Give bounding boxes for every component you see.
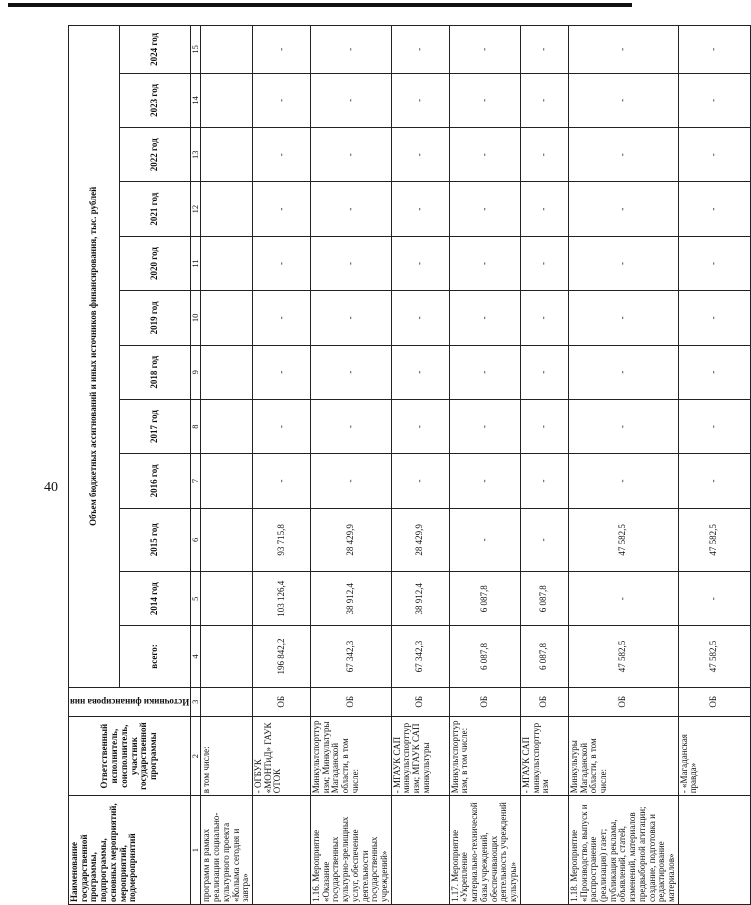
year-value-cell — [201, 508, 253, 571]
year-value-cell: - — [449, 345, 520, 399]
table-row — [311, 26, 392, 905]
year-value-cell — [201, 399, 253, 453]
year-value-cell: - — [311, 345, 392, 399]
year-value-cell: 6 087,8 — [520, 572, 568, 626]
year-value-cell: - — [449, 26, 520, 74]
year-value-cell: - — [520, 454, 568, 508]
year-value-cell: - — [520, 73, 568, 127]
year-value-cell: - — [391, 26, 449, 74]
year-value-cell: 28 429,9 — [391, 508, 449, 571]
year-value-cell: - — [568, 128, 678, 182]
year-value-cell: 93 715,8 — [253, 508, 311, 571]
year-value-cell — [201, 572, 253, 626]
total-cell: 47 582,5 — [678, 626, 750, 687]
source-cell: ОБ — [449, 687, 520, 716]
executor-cell: - ОГБУК «МОНТиД» ГАУК ОТОК — [253, 716, 311, 795]
year-value-cell: - — [568, 345, 678, 399]
header-year: 2018 год — [119, 345, 191, 399]
header-year: 2023 год — [119, 73, 191, 127]
year-value-cell: - — [449, 182, 520, 236]
total-cell: 196 842,2 — [253, 626, 311, 687]
column-index: 8 — [191, 399, 201, 453]
table-row — [253, 26, 311, 905]
year-value-cell: - — [311, 454, 392, 508]
column-index: 7 — [191, 454, 201, 508]
executor-cell: Минкультспорттур изм, в том числе: — [449, 716, 520, 795]
year-value-cell: - — [520, 236, 568, 290]
top-rule — [8, 3, 632, 7]
year-value-cell: - — [253, 73, 311, 127]
year-value-cell: - — [678, 73, 750, 127]
year-value-cell: - — [311, 291, 392, 345]
year-value-cell: - — [391, 291, 449, 345]
executor-cell: в том числе: — [201, 716, 253, 795]
year-value-cell: - — [568, 399, 678, 453]
year-value-cell — [201, 236, 253, 290]
executor-cell: Минкультуры Магаданской области, в том числе: — [568, 716, 678, 795]
year-value-cell: - — [311, 399, 392, 453]
total-cell: 47 582,5 — [568, 626, 678, 687]
header-year: 2021 год — [119, 182, 191, 236]
year-value-cell: 38 912,4 — [391, 572, 449, 626]
year-value-cell: - — [311, 73, 392, 127]
year-value-cell: - — [678, 345, 750, 399]
source-cell: ОБ — [568, 687, 678, 716]
year-value-cell: - — [568, 26, 678, 74]
total-cell: 6 087,8 — [520, 626, 568, 687]
header-year: 2024 год — [119, 26, 191, 74]
year-value-cell — [201, 182, 253, 236]
year-value-cell: - — [520, 291, 568, 345]
year-value-cell: - — [520, 182, 568, 236]
column-index: 6 — [191, 508, 201, 571]
year-value-cell: 28 429,9 — [311, 508, 392, 571]
year-value-cell: - — [568, 572, 678, 626]
column-index: 1 — [191, 796, 201, 905]
year-value-cell: - — [568, 236, 678, 290]
year-value-cell: 6 087,8 — [449, 572, 520, 626]
year-value-cell: - — [391, 182, 449, 236]
header-year: 2020 год — [119, 236, 191, 290]
year-value-cell: - — [520, 399, 568, 453]
year-value-cell: 38 912,4 — [311, 572, 392, 626]
program-cell: программ в рамках реализации социально-культурного проекта «Колыма сегодня и завтра» — [201, 796, 253, 905]
header-year: 2016 год — [119, 454, 191, 508]
header-funding-title: Объем бюджетных ассигнований и иных источников финансирования, тыс. рублей — [69, 26, 120, 688]
column-index: 12 — [191, 182, 201, 236]
year-value-cell: - — [678, 128, 750, 182]
year-value-cell: - — [253, 399, 311, 453]
year-value-cell: - — [311, 128, 392, 182]
header-source: Источники финансирова ния — [69, 687, 191, 716]
year-value-cell: - — [311, 182, 392, 236]
year-value-cell: - — [449, 128, 520, 182]
year-value-cell — [201, 454, 253, 508]
year-value-cell: - — [678, 454, 750, 508]
year-value-cell: - — [253, 345, 311, 399]
source-cell: ОБ — [678, 687, 750, 716]
year-value-cell: - — [253, 291, 311, 345]
table-row — [678, 26, 750, 905]
year-value-cell — [201, 291, 253, 345]
year-value-cell: - — [449, 291, 520, 345]
year-value-cell: - — [568, 454, 678, 508]
column-index: 15 — [191, 26, 201, 74]
financing-table — [68, 25, 751, 905]
year-value-cell: - — [678, 236, 750, 290]
executor-cell: Минкультспорттур изм; Минкультуры Магаданской области, в том числе: — [311, 716, 392, 795]
year-value-cell: - — [678, 572, 750, 626]
column-index: 3 — [191, 687, 201, 716]
header-program: Наименование государственной программы, подпрограммы, основных мероприятий, мероприятий, подмероприятий — [69, 796, 191, 905]
year-value-cell: - — [449, 73, 520, 127]
program-cell — [678, 796, 750, 905]
executor-cell: - МГАУК САП минкультспорттур изм — [520, 716, 568, 795]
year-value-cell: 47 582,5 — [678, 508, 750, 571]
table-body — [201, 26, 750, 905]
year-value-cell: - — [253, 454, 311, 508]
year-value-cell — [201, 345, 253, 399]
program-cell — [253, 796, 311, 905]
year-value-cell: - — [449, 399, 520, 453]
year-value-cell: - — [391, 73, 449, 127]
year-value-cell: - — [449, 454, 520, 508]
table-row — [568, 26, 678, 905]
year-value-cell — [201, 26, 253, 74]
year-value-cell — [201, 128, 253, 182]
source-cell: ОБ — [311, 687, 392, 716]
year-value-cell: 47 582,5 — [568, 508, 678, 571]
page-number: 40 — [44, 480, 58, 495]
header-year: 2017 год — [119, 399, 191, 453]
program-cell: 1.16. Мероприятие «Оказание государственных культурно-зрелищных услуг, обеспечение деятельности государственных учреждений» — [311, 796, 392, 905]
year-value-cell: - — [678, 291, 750, 345]
column-index: 11 — [191, 236, 201, 290]
executor-cell: - «Магаданская правда» — [678, 716, 750, 795]
year-value-cell: - — [391, 454, 449, 508]
year-value-cell: - — [568, 182, 678, 236]
year-value-cell: - — [311, 236, 392, 290]
year-value-cell: - — [568, 291, 678, 345]
year-value-cell: - — [520, 508, 568, 571]
year-value-cell: - — [253, 236, 311, 290]
program-cell: 1.17. Мероприятие «Укрепление материально-технической базы учреждений, обеспечивающих деятельность учреждений культуры» — [449, 796, 520, 905]
total-cell: 67 342,3 — [391, 626, 449, 687]
year-value-cell: - — [678, 399, 750, 453]
year-value-cell: - — [678, 182, 750, 236]
header-total: всего: — [119, 626, 191, 687]
year-value-cell: - — [520, 128, 568, 182]
table-row — [449, 26, 520, 905]
rotated-page — [68, 25, 719, 905]
program-cell — [520, 796, 568, 905]
total-cell: 67 342,3 — [311, 626, 392, 687]
source-cell: ОБ — [391, 687, 449, 716]
column-index-row — [191, 26, 201, 905]
year-value-cell: - — [391, 345, 449, 399]
program-cell: 1.18. Мероприятие «Производство, выпуск и распространение (реализация) газет; публикация рекламы, объявлений, статей, изменений, материалов предвыборной агитации; создание, подготовка и редактирование материалов» — [568, 796, 678, 905]
year-value-cell: - — [311, 26, 392, 74]
source-cell — [201, 687, 253, 716]
column-index: 9 — [191, 345, 201, 399]
year-value-cell: 103 126,4 — [253, 572, 311, 626]
year-value-cell: - — [253, 26, 311, 74]
header-year: 2014 год — [119, 572, 191, 626]
column-index: 4 — [191, 626, 201, 687]
column-index: 14 — [191, 73, 201, 127]
year-value-cell: - — [520, 26, 568, 74]
column-index: 13 — [191, 128, 201, 182]
source-cell: ОБ — [253, 687, 311, 716]
table-row — [520, 26, 568, 905]
column-index: 5 — [191, 572, 201, 626]
column-index: 10 — [191, 291, 201, 345]
year-value-cell: - — [391, 236, 449, 290]
total-cell: 6 087,8 — [449, 626, 520, 687]
program-cell — [391, 796, 449, 905]
year-value-cell: - — [391, 399, 449, 453]
column-index: 2 — [191, 716, 201, 795]
executor-cell: - МГАУК САП минкультспорттур изм; МГАУК САП минкультуры — [391, 716, 449, 795]
year-value-cell: - — [568, 73, 678, 127]
year-value-cell: - — [391, 128, 449, 182]
header-executor: Ответственный исполнитель, соисполнитель, участник государственной программы — [69, 716, 191, 795]
year-value-cell: - — [520, 345, 568, 399]
year-value-cell: - — [678, 26, 750, 74]
year-value-cell — [201, 73, 253, 127]
year-value-cell: - — [253, 182, 311, 236]
year-value-cell: - — [253, 128, 311, 182]
year-value-cell: - — [449, 508, 520, 571]
header-year: 2015 год — [119, 508, 191, 571]
table-row — [201, 26, 253, 905]
table-row — [391, 26, 449, 905]
header-year: 2022 год — [119, 128, 191, 182]
header-year: 2019 год — [119, 291, 191, 345]
year-value-cell: - — [449, 236, 520, 290]
total-cell — [201, 626, 253, 687]
source-cell: ОБ — [520, 687, 568, 716]
